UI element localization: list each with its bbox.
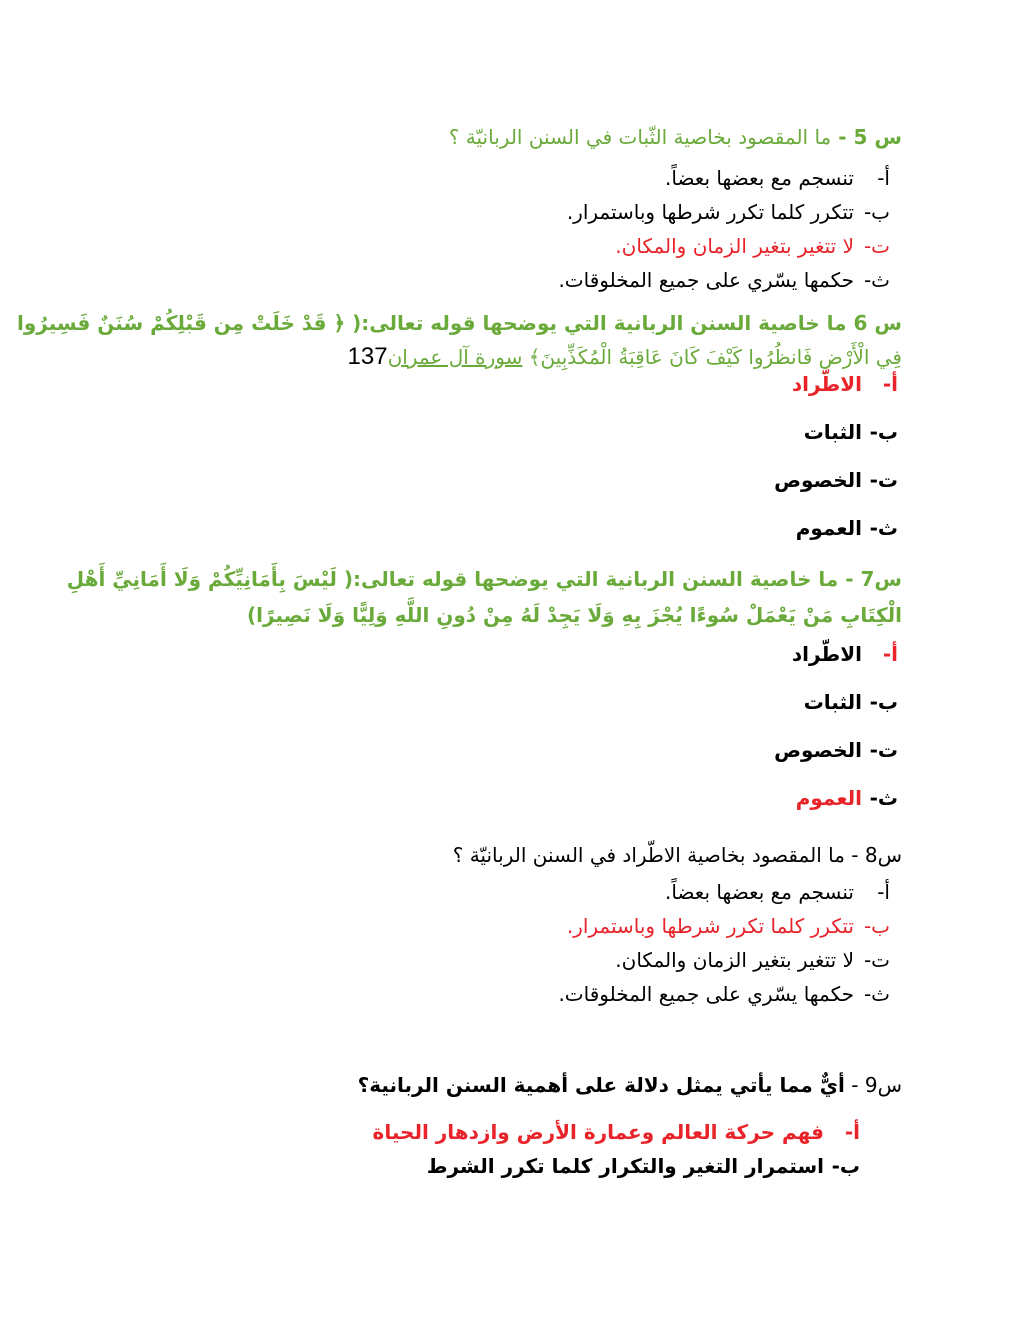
question-5-options: [558, 166, 890, 302]
question-8-options: [558, 880, 890, 1016]
question-9-number: س9 -: [844, 1073, 902, 1097]
question-7-line-2: الْكِتَابِ مَنْ يَعْمَلْ سُوءًا يُجْزَ بِهِ وَلَا يَجِدْ لَهُ مِنْ دُونِ اللَّهِ وَلِيًّا وَلَا نَصِيرًا): [247, 603, 902, 627]
q7-option-d-answer[interactable]: ث- العموم: [795, 786, 898, 810]
q8-option-c[interactable]: ت- لا تتغير بتغير الزمان والمكان.: [615, 948, 890, 972]
q7-option-a[interactable]: أ- الاطّراد: [791, 642, 898, 666]
question-9-text: أيٌّ مما يأتي يمثل دلالة على أهمية السنن الربانية؟: [357, 1073, 845, 1097]
q8-option-b-answer[interactable]: ب- تتكرر كلما تكرر شرطها وباستمرار.: [566, 914, 890, 938]
q6-option-b[interactable]: ب- الثبات: [803, 420, 898, 444]
question-6-surah-ref[interactable]: سورة آل عمران: [387, 345, 523, 369]
q5-option-c-answer[interactable]: ت- لا تتغير بتغير الزمان والمكان.: [615, 234, 890, 258]
q7-option-b[interactable]: ب- الثبات: [803, 690, 898, 714]
question-9: [358, 1068, 902, 1102]
q8-option-d[interactable]: ث- حكمها يسّري على جميع المخلوقات.: [558, 982, 890, 1006]
question-9-options: [373, 1120, 860, 1188]
q9-option-b[interactable]: ب- استمرار التغير والتكرار كلما تكرر الشرط: [426, 1154, 860, 1178]
q6-option-c[interactable]: ت- الخصوص: [774, 468, 898, 492]
q6-option-d[interactable]: ث- العموم: [795, 516, 898, 540]
question-6-verse: فِي الْأَرْضِ فَانظُرُوا كَيْفَ كَانَ عَاقِبَةُ الْمُكَذِّبِينَ﴾: [522, 345, 902, 369]
q8-option-a[interactable]: أ- تنسجم مع بعضها بعضاً.: [665, 880, 890, 904]
q9-option-a-answer[interactable]: أ- فهم حركة العالم وعمارة الأرض وازدهار الحياة: [372, 1120, 860, 1144]
question-6-options: [774, 372, 898, 564]
question-7-options: [774, 642, 898, 834]
q5-option-a[interactable]: أ- تنسجم مع بعضها بعضاً.: [665, 166, 890, 190]
q5-option-d[interactable]: ث- حكمها يسّري على جميع المخلوقات.: [558, 268, 890, 292]
q6-option-a-answer[interactable]: أ- الاطّراد: [791, 372, 898, 396]
question-6-verse-number: 137: [347, 343, 388, 370]
question-5-text: ما المقصود بخاصية الثّبات في السنن الربانيّة ؟: [448, 125, 832, 149]
q5-option-b[interactable]: ب- تتكرر كلما تكرر شرطها وباستمرار.: [566, 200, 890, 224]
question-6-line-1: س 6 ما خاصية السنن الربانية التي يوضحها قوله تعالى:( ﴿ قَدْ خَلَتْ مِن قَبْلِكُمْ سُنَنٌ فَسِيرُوا: [16, 311, 902, 335]
question-6-line-2: [348, 340, 902, 374]
question-7-line-1: س7 - ما خاصية السنن الربانية التي يوضحها قوله تعالى:( لَيْسَ بِأَمَانِيِّكُمْ وَلَا أَمَانِيِّ أَهْلِ: [66, 567, 902, 591]
question-5: [449, 120, 902, 154]
q7-option-c[interactable]: ت- الخصوص: [774, 738, 898, 762]
question-8: س8 - ما المقصود بخاصية الاطّراد في السنن الربانيّة ؟: [452, 843, 902, 867]
question-5-number: س 5 -: [831, 125, 902, 149]
